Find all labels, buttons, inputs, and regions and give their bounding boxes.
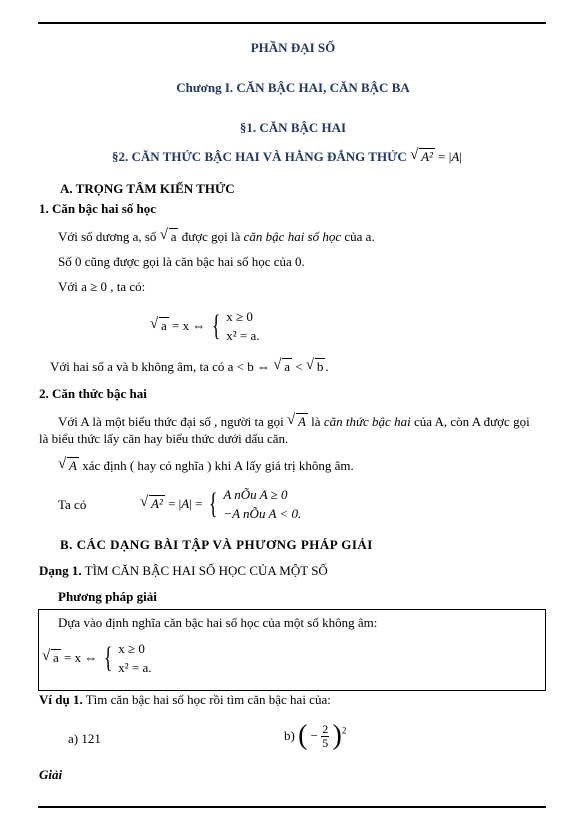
section1-title: §1. CĂN BẬC HAI: [239, 120, 347, 135]
radical-definition: Với A là một biểu thức đại số , người ta gọi √ A là căn thức bậc hai của A, còn A được gọi: [58, 412, 530, 429]
part-title: PHẦN ĐẠI SỐ: [250, 40, 336, 55]
taco-label: Ta có: [58, 497, 87, 512]
fraction: $\frac{2}{5}$: [322, 721, 329, 750]
method-text: Dựa vào định nghĩa căn bậc hai số học của một số không âm:: [58, 615, 378, 630]
radical-definition-line2: là biểu thức lấy căn hay biểu thức dưới dấu căn.: [39, 431, 289, 446]
condition-line: Với a ≥ 0 , ta có:: [58, 279, 146, 294]
system-2: √ a = x ⇔ { x ≥ 0 x² = a.: [42, 641, 152, 675]
top-rule: [38, 22, 546, 24]
subsection-1: 1. Căn bậc hai số học: [39, 201, 157, 216]
left-brace-icon: {: [103, 641, 113, 674]
method-title: Phương pháp giải: [58, 589, 157, 604]
sqrt-a-squared: √ A²: [410, 147, 433, 164]
sqrt-A: √ A: [286, 412, 306, 429]
zero-line: Số 0 cũng được gọi là căn bậc hai số học của 0.: [58, 254, 305, 269]
definition-line: Với số dương a, số √ a được gọi là căn bậc hai số học của a.: [58, 227, 375, 244]
sqrt-a-squared: √ A²: [140, 494, 163, 511]
item-b: b) ( − $\frac{2}{5}$ )$^2$: [284, 720, 347, 751]
comparison-line: Với hai số a và b không âm, ta có a < b ⇔ √ a < √ b .: [50, 357, 329, 374]
sqrt-a: √ a: [159, 227, 177, 244]
solution-label: Giải: [39, 767, 63, 782]
system-1: √ a = x ⇔ { x ≥ 0 x² = a.: [150, 309, 260, 343]
dang-1: Dạng 1. TÌM CĂN BẬC HAI SỐ HỌC CỦA MỘT SỐ: [39, 563, 328, 578]
item-a: a) 121: [68, 731, 101, 746]
chapter-title: Chương I. CĂN BẬC HAI, CĂN BẬC BA: [176, 80, 410, 95]
left-brace-icon: {: [208, 487, 218, 520]
section2-title: §2. CĂN THỨC BẬC HAI VÀ HẰNG ĐẲNG THỨC √ A² = |A|: [112, 147, 462, 164]
partB-title: B. CÁC DẠNG BÀI TẬP VÀ PHƯƠNG PHÁP GIẢI: [60, 537, 373, 552]
example-1: Ví dụ 1. Tìm căn bậc hai số học rồi tìm căn bậc hai của:: [39, 692, 331, 707]
sqrt-a: √ a: [150, 316, 167, 333]
domain-line: √ A xác định ( hay có nghĩa ) khi A lấy giá trị không âm.: [58, 456, 354, 473]
sqrt-b: √ b: [305, 357, 324, 374]
sqrt-A: √ A: [58, 456, 77, 473]
partA-title: A. TRỌNG TÂM KIẾN THỨC: [60, 181, 235, 196]
subsection-2: 2. Căn thức bậc hai: [39, 386, 147, 401]
left-brace-icon: {: [211, 309, 221, 342]
bottom-rule: [38, 806, 546, 808]
sqrt-a: √ a: [273, 357, 291, 374]
sqrt-a: √ a: [42, 648, 59, 665]
absolute-value-system: √ A² = |A| = { A nÕu A ≥ 0 −A nÕu A < 0.: [140, 487, 302, 521]
